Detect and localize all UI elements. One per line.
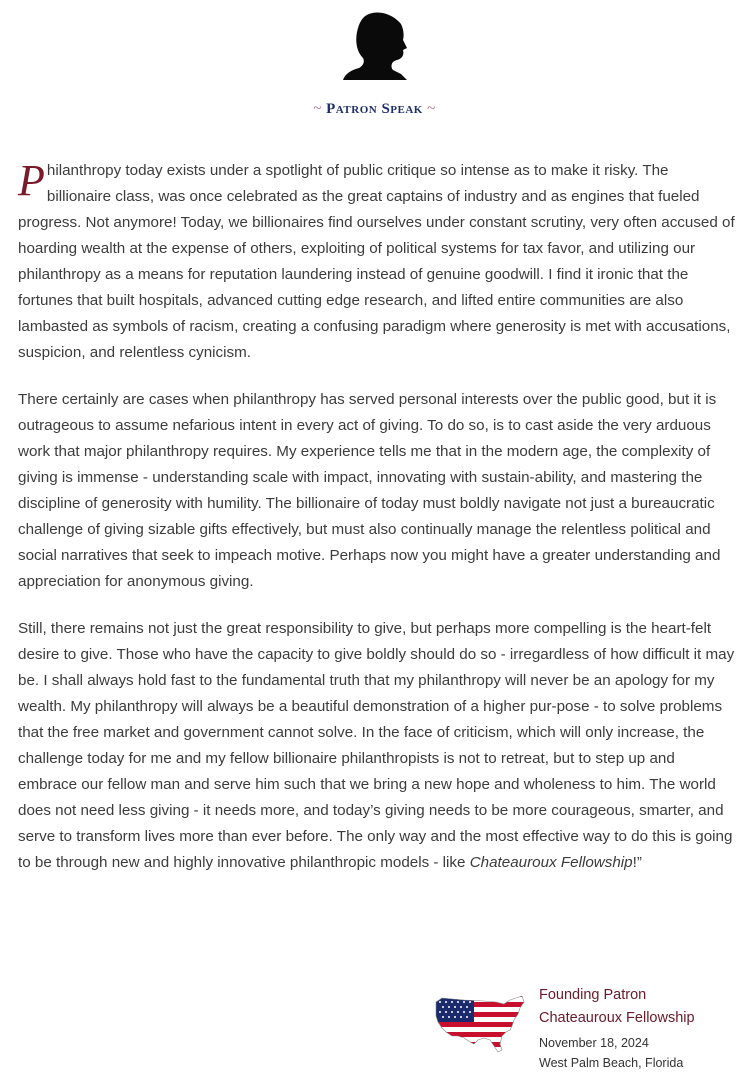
usa-flag-map-icon (434, 992, 526, 1054)
title-text: Patron Speak (326, 101, 423, 117)
silhouette-icon (343, 12, 407, 80)
fellowship-name: Chateauroux Fellowship (469, 854, 633, 871)
title-dash-right: ~ (427, 101, 436, 117)
page-title (0, 101, 749, 118)
paragraph-3-text: Still, there remains not just the great responsibility to give, but perhaps more compelling is the heart-felt desire to give. Those who have the capacity to give boldly should do so - irregardless of how difficult it may be. I shall always hold fast to the fundamental truth that my philanthropy will never be an apology for my wealth. My philanthropy will always be a beautiful demonstration of a higher pur-pose - to solve problems that the free market and government cannot solve. In the face of criticism, which will only increase, the challenge today for me and my fellow billionaire philanthropists is not to retreat, but to step up and embrace our fellow man and serve him such that we bring a new hope and wholeness to him. The world does not need less giving - it needs more, and today’s giving needs to be more courageous, smarter, and serve to transform lives more than ever before. The only way and the most effective way to do this is going to be through new and highly innovative philanthropic models - like (18, 620, 735, 871)
signature-role: Founding Patron (539, 987, 647, 1003)
signature-lines (539, 984, 695, 1073)
paragraph-1 (18, 158, 736, 366)
signature-block (434, 984, 734, 1084)
paragraph-3 (18, 616, 736, 876)
drop-cap: P (18, 156, 45, 205)
paragraph-3-end: !” (632, 854, 642, 871)
paragraph-1-text: hilanthropy today exists under a spotlight of public critique so intense as to make it risky. The billionaire class, was once celebrated as the great captains of industry and as engines that fueled progress. Not anymore! Today, we billionaires find ourselves under constant scrutiny, very often accused of hoarding wealth at the expense of others, exploiting of political systems for tax favor, and utilizing our philanthropy as a means for reputation laundering instead of genuine goodwill. I find it ironic that the fortunes that built hospitals, advanced cutting edge research, and lifted entire communities are also lambasted as symbols of racism, creating a confusing paradigm where generosity is met with accusations, suspicion, and relentless cynicism. (18, 162, 735, 361)
article-body (18, 158, 736, 897)
title-dash-left: ~ (313, 101, 322, 117)
signature-date: November 18, 2024 (539, 1036, 649, 1050)
signature-location: West Palm Beach, Florida (539, 1056, 684, 1070)
signature-org: Chateauroux Fellowship (539, 1010, 695, 1026)
paragraph-2: There certainly are cases when philanthropy has served personal interests over the public good, but it is outrageous to assume nefarious intent in every act of giving. To do so, is to cast aside the very arduous work that major philanthropy requires. My experience tells me that in the modern age, the complexity of giving is immense - understanding scale with impact, innovating with sustain-ability, and mastering the discipline of generosity with humility. The billionaire of today must boldly navigate not just a bureaucratic challenge of giving sizable gifts effectively, but must also continually manage the relentless political and social narratives that seek to impeach motive. Perhaps now you might have a greater understanding and appreciation for anonymous giving. (18, 391, 721, 590)
